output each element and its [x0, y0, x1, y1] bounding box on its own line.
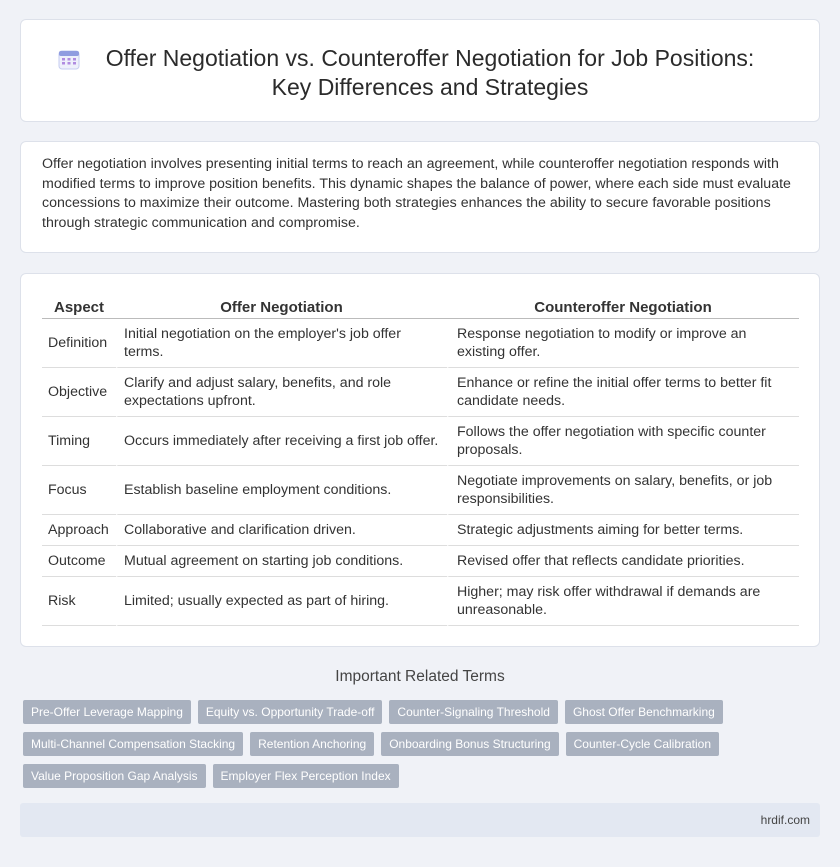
tag-row — [23, 732, 823, 756]
cell-counteroffer: Revised offer that reflects candidate priorities. — [447, 546, 799, 577]
table-row — [42, 577, 799, 626]
table-row — [42, 546, 799, 577]
related-term-tag[interactable]: Ghost Offer Benchmarking — [565, 700, 723, 724]
table-row — [42, 368, 799, 417]
cell-counteroffer: Negotiate improvements on salary, benefits, or job responsibilities. — [447, 466, 799, 515]
related-term-tag[interactable]: Onboarding Bonus Structuring — [381, 732, 558, 756]
cell-counteroffer: Follows the offer negotiation with specific counter proposals. — [447, 417, 799, 466]
title-line-1: Offer Negotiation vs. Counteroffer Negotiation for Job Positions: — [105, 45, 755, 71]
cell-offer: Initial negotiation on the employer's job offer terms. — [116, 319, 447, 368]
related-term-tag[interactable]: Value Proposition Gap Analysis — [23, 764, 206, 788]
cell-aspect: Definition — [42, 319, 116, 368]
intro-card — [20, 141, 820, 253]
cell-offer: Establish baseline employment conditions. — [116, 466, 447, 515]
footer — [20, 803, 820, 837]
related-terms — [23, 700, 823, 796]
tag-row — [23, 700, 823, 724]
related-term-tag[interactable]: Equity vs. Opportunity Trade-off — [198, 700, 383, 724]
table-row — [42, 319, 799, 368]
cell-counteroffer: Enhance or refine the initial offer terms to better fit candidate needs. — [447, 368, 799, 417]
intro-paragraph: Offer negotiation involves presenting initial terms to reach an agreement, while counteroffer negotiation responds with modified terms to improve position benefits. This dynamic shapes the balance of power, where each side must evaluate concessions to maximize their outcome. Mastering both strategies enhances the ability to secure favorable positions through strategic communication and compromise. — [42, 156, 791, 231]
related-terms-title: Important Related Terms — [335, 668, 505, 685]
comparison-card — [20, 273, 820, 647]
related-term-tag[interactable]: Multi-Channel Compensation Stacking — [23, 732, 243, 756]
footer-site-link[interactable]: hrdif.com — [760, 813, 810, 827]
table-row — [42, 515, 799, 546]
cell-counteroffer: Strategic adjustments aiming for better terms. — [447, 515, 799, 546]
related-term-tag[interactable]: Counter-Cycle Calibration — [566, 732, 719, 756]
table-row — [42, 417, 799, 466]
related-term-tag[interactable]: Pre-Offer Leverage Mapping — [23, 700, 191, 724]
header-aspect: Aspect — [42, 293, 116, 319]
cell-aspect: Timing — [42, 417, 116, 466]
header-offer: Offer Negotiation — [116, 293, 447, 319]
cell-offer: Mutual agreement on starting job conditions. — [116, 546, 447, 577]
header-counteroffer: Counteroffer Negotiation — [447, 293, 799, 319]
related-term-tag[interactable]: Counter-Signaling Threshold — [389, 700, 558, 724]
cell-offer: Limited; usually expected as part of hiring. — [116, 577, 447, 626]
cell-aspect: Objective — [42, 368, 116, 417]
cell-aspect: Outcome — [42, 546, 116, 577]
page-title — [61, 44, 799, 102]
cell-offer: Occurs immediately after receiving a first job offer. — [116, 417, 447, 466]
cell-counteroffer: Response negotiation to modify or improve an existing offer. — [447, 319, 799, 368]
table-row — [42, 466, 799, 515]
related-term-tag[interactable]: Employer Flex Perception Index — [213, 764, 399, 788]
cell-offer: Collaborative and clarification driven. — [116, 515, 447, 546]
cell-aspect: Approach — [42, 515, 116, 546]
title-line-2: Key Differences and Strategies — [271, 74, 589, 100]
comparison-table — [42, 293, 799, 626]
cell-aspect: Focus — [42, 466, 116, 515]
header-card — [20, 19, 820, 122]
cell-counteroffer: Higher; may risk offer withdrawal if demands are unreasonable. — [447, 577, 799, 626]
table-header-row — [42, 293, 799, 319]
cell-aspect: Risk — [42, 577, 116, 626]
tag-row — [23, 764, 823, 788]
related-term-tag[interactable]: Retention Anchoring — [250, 732, 374, 756]
cell-offer: Clarify and adjust salary, benefits, and role expectations upfront. — [116, 368, 447, 417]
